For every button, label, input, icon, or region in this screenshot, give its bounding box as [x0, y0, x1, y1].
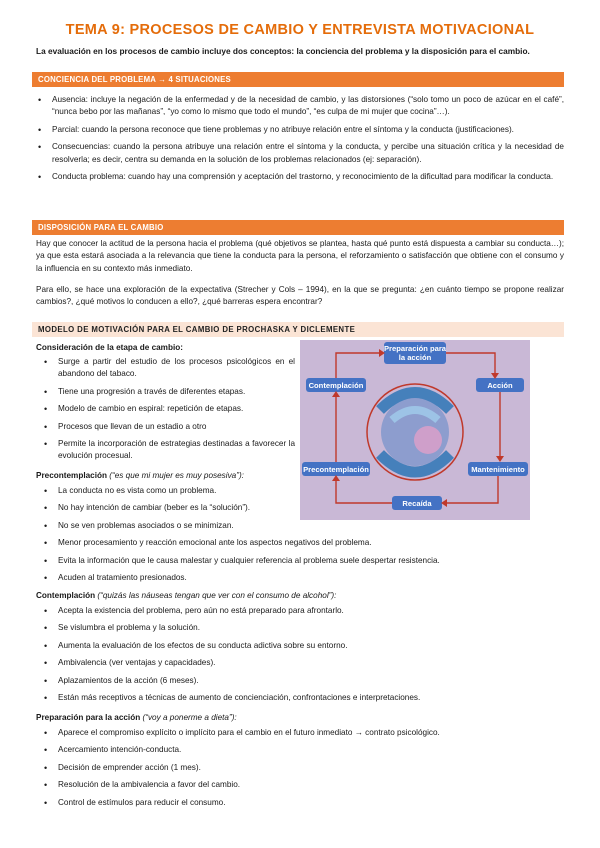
stage-label-accion: Acción — [487, 381, 513, 390]
list-item: • Ambivalencia (ver ventajas y capacidades). — [40, 657, 560, 669]
list-item: • Decisión de emprender acción (1 mes). — [40, 762, 560, 774]
list-item: • Se vislumbra el problema y la solución. — [40, 622, 560, 634]
consideration-list — [40, 356, 295, 468]
contemplation-list — [40, 605, 560, 709]
disposicion-paragraph-1: Hay que conocer la actitud de la persona hacia el problema (qué objetivos se plantea, hasta qué punto está dispuesta a cambiar su conducta…); ya que esta estará asociada a la relevancia que tiene la conducta para la persona, el reforzamiento o satisfacción que obtiene con el consumo y la influencia en su contexto más inmediato. — [36, 239, 564, 273]
stage-label-precontemplacion: Precontemplación — [303, 465, 369, 474]
stage-label-mantenimiento: Mantenimiento — [471, 465, 525, 474]
preparation-list — [40, 727, 560, 814]
list-item: • Parcial: cuando la persona reconoce que tiene problemas y no atribuye relación entre el síntoma y la conducta (justificaciones). — [34, 124, 564, 136]
section-header-modelo: MODELO DE MOTIVACIÓN PARA EL CAMBIO DE PROCHASKA Y DICLEMENTE — [32, 322, 564, 337]
list-item: • No hay intención de cambiar (beber es la “solución”). — [40, 502, 560, 514]
page-title: TEMA 9: PROCESOS DE CAMBIO Y ENTREVISTA MOTIVACIONAL — [65, 22, 535, 38]
section-header-disposicion: DISPOSICIÓN PARA EL CAMBIO — [32, 220, 564, 235]
spiral-core — [414, 426, 442, 454]
disposicion-paragraph-2: Para ello, se hace una exploración de la expectativa (Strecher y Cols – 1994), en la que se pregunta: ¿en cuánto tiempo se propone realizar cambios?, ¿qué motivos lo conducen a ello?, ¿qué barreras espera encontrar? — [36, 285, 564, 307]
stage-label-contemplacion: Contemplación — [308, 381, 364, 390]
list-item: • No se ven problemas asociados o se minimizan. — [40, 520, 560, 532]
contemplation-heading: Contemplación (“quizás las náuseas tengan que ver con el consumo de alcohol”): — [36, 591, 337, 600]
list-item: • Están más receptivos a técnicas de aumento de concienciación, confrontaciones e interpretaciones. — [40, 692, 560, 704]
list-item: • Acuden al tratamiento presionados. — [40, 572, 560, 584]
list-item: • Procesos que llevan de un estadio a otro — [40, 421, 295, 433]
preparation-heading: Preparación para la acción (“voy a ponerme a dieta”): — [36, 713, 237, 722]
list-item: • Resolución de la ambivalencia a favor del cambio. — [40, 779, 560, 791]
list-item: • Aparece el compromiso explícito o implícito para el cambio en el futuro inmediato → contrato psicológico. — [40, 727, 560, 739]
list-item: • Surge a partir del estudio de los procesos psicológicos en el abandono del tabaco. — [40, 356, 295, 381]
section-header-conciencia: CONCIENCIA DEL PROBLEMA → 4 SITUACIONES — [32, 72, 564, 87]
stage-label-preparacion: Preparación para la acción — [383, 344, 447, 362]
list-item: • Conducta problema: cuando hay una comprensión y aceptación del trastorno, y reconocimiento de la dificultad para modificar la conducta. — [34, 171, 564, 183]
list-item: • Control de estímulos para reducir el consumo. — [40, 797, 560, 809]
list-item: • Tiene una progresión a través de diferentes etapas. — [40, 386, 295, 398]
list-item: • Acepta la existencia del problema, pero aún no está preparado para afrontarlo. — [40, 605, 560, 617]
list-item: • Aumenta la evaluación de los efectos de su conducta adictiva sobre su entorno. — [40, 640, 560, 652]
list-item: • Menor procesamiento y reacción emocional ante los aspectos negativos del problema. — [40, 537, 560, 549]
list-item: • Acercamiento intención-conducta. — [40, 744, 560, 756]
list-item: • Permite la incorporación de estrategias destinadas a favorecer la evolución procesual. — [40, 438, 295, 463]
consideration-title: Consideración de la etapa de cambio: — [36, 343, 183, 352]
list-item: • La conducta no es vista como un problema. — [40, 485, 560, 497]
precontemplation-list — [40, 485, 560, 589]
intro-text: La evaluación en los procesos de cambio incluye dos conceptos: la conciencia del problema y la disposición para el cambio. — [36, 46, 530, 56]
list-item: • Aplazamientos de la acción (6 meses). — [40, 675, 560, 687]
conciencia-list — [34, 94, 564, 188]
list-item: • Evita la información que le causa malestar y cualquier referencia al problema suele despertar resistencia. — [40, 555, 560, 567]
precontemplation-heading: Precontemplación (“es que mi mujer es muy posesiva”): — [36, 471, 244, 480]
list-item: • Consecuencias: cuando la persona atribuye una relación entre el síntoma y la conducta, y percibe una situación crítica y la necesidad de resolverla; es decir, centra su demanda en la solución de los problemas relacionados (ej: separación). — [34, 141, 564, 166]
stage-label-recaida: Recaída — [402, 499, 432, 508]
list-item: • Modelo de cambio en espiral: repetición de etapas. — [40, 403, 295, 415]
list-item: • Ausencia: incluye la negación de la enfermedad y de la necesidad de cambio, y las distorsiones (“solo tomo un poco de azúcar en el café”, “nunca bebo por las mañanas”, “yo como lo mismo que todo el mundo”, “es culpa de mi mujer que cocina”…). — [34, 94, 564, 119]
